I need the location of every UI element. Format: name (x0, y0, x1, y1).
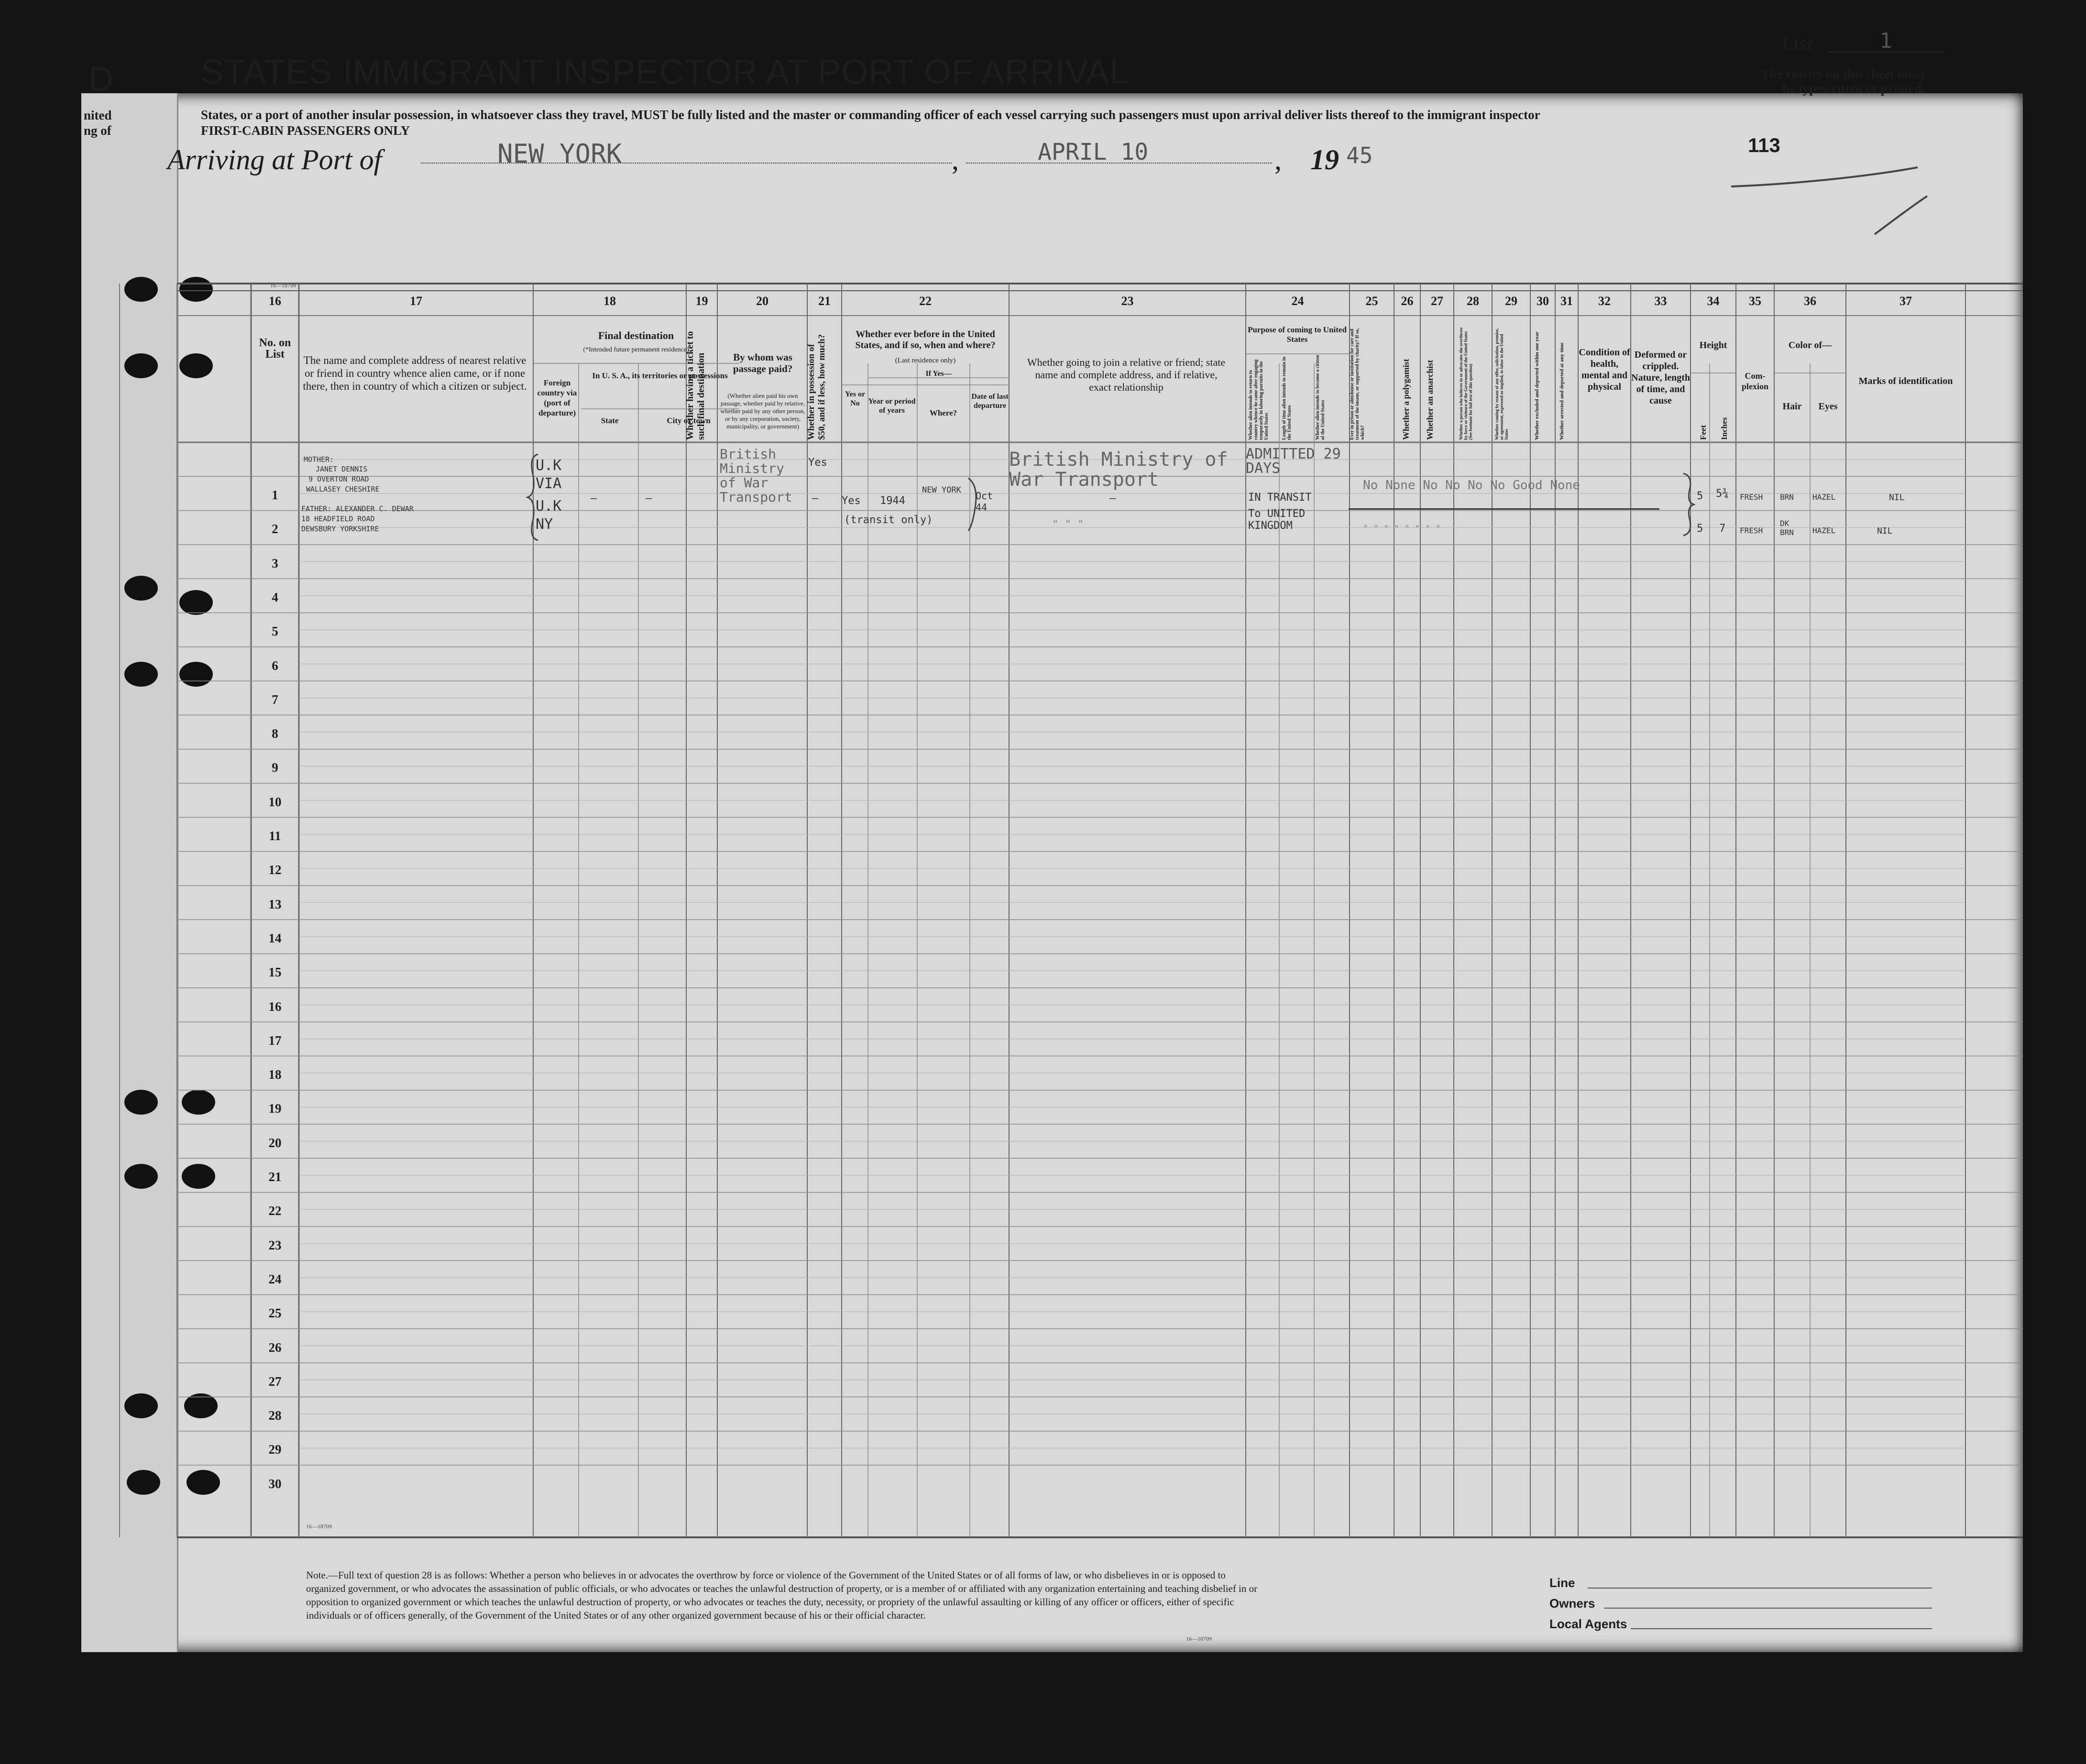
heading-purpose-citizen: Whether alien intends to become a citizen of the United States (1315, 355, 1326, 440)
column-number: 27 (1431, 294, 1443, 308)
column-number: 30 (1537, 294, 1549, 308)
left-page-text-fragment: nited ng of (84, 108, 112, 138)
column-number: 24 (1291, 294, 1304, 308)
list-label: List (1781, 32, 1813, 55)
row-number: 9 (272, 760, 278, 775)
form-number-top: 16—18709 (270, 282, 296, 289)
bracket-right (1681, 471, 1695, 538)
transit-strike-line (1349, 508, 1659, 510)
row1-join-relative: British Ministry of War Transport (1009, 449, 1228, 491)
date-value: APRIL 10 (1038, 139, 1149, 165)
heading-offer-labor: Whether coming by reason of any offer, solicitation, promise, or agreement, expressed or implied, to labor in the United States (1494, 328, 1509, 440)
row2-relative-line3: DEWSBURY YORKSHIRE (301, 525, 379, 533)
row1-relative-line1: MOTHER: (304, 455, 334, 464)
column-number: 31 (1560, 294, 1573, 308)
heading-feet: Feet (1699, 425, 1708, 440)
arriving-label: Arriving at Port of (167, 144, 382, 175)
row-number: 30 (268, 1476, 282, 1491)
owners-underline (1604, 1608, 1932, 1609)
row-number: 16 (268, 999, 282, 1014)
heading-polygamist: Whether a polygamist (1401, 359, 1411, 440)
heading-final-destination-note: (*Intended future permanent residence) (583, 346, 689, 353)
column-number: 19 (695, 294, 708, 308)
column-number: 33 (1654, 294, 1667, 308)
row-number: 3 (272, 556, 278, 570)
column-number: 26 (1401, 294, 1414, 308)
column-number: 23 (1121, 294, 1134, 308)
row2-eyes: HAZEL (1812, 526, 1836, 535)
heading-eyes: Eyes (1818, 401, 1838, 412)
row1-complexion: FRESH (1740, 493, 1763, 502)
row-number: 21 (268, 1170, 282, 1184)
heading-year-period: Year or period of years (868, 397, 916, 415)
row1-inches: 5¾ (1716, 488, 1729, 500)
row-number: 12 (268, 863, 282, 877)
row2-purpose: To UNITED KINGDOM (1248, 508, 1306, 532)
heading-ticket: Whether having a ticket to such final destination (685, 331, 706, 440)
local-agents-label: Local Agents (1549, 1617, 1627, 1631)
row-number: 19 (268, 1101, 282, 1116)
heading-deformed: Deformed or crippled. Nature, length of time, and cause (1631, 350, 1690, 406)
row1-passage-paid: British Ministry of War Transport (720, 446, 792, 505)
heading-prison: Ever in prison or almshouse or institution for care and treatment of the insane, or supported by charity? If so, which? (1350, 328, 1365, 440)
row1-ever-before: Yes (842, 495, 861, 507)
column-number: 36 (1804, 294, 1816, 308)
row1-relative-line4: WALLASEY CHESHIRE (306, 485, 380, 493)
date-comma: , (1274, 144, 1282, 175)
footnote-question-28: Note.—Full text of question 28 is as follows: Whether a person who believes in or advocates the overthrow by force or violence of the Government of the United States or of all forms of law, or who disbelieves in or is opposed to organized government, or who advocates the assassination of public officials, or who advocates or teaches the unlawful destruction of property, or is a member of or affiliated with any organization entertaining and teaching disbelief in or opposition to organized government or which teaches the unlawful destruction of property, or who advocates or teaches the duty, necessity, or propriety of the unlawful assaulting or killing of any officer or officers, either of specific individuals or of officers generally, of the Government of the United States or of any other organized government because of his or their official character. (306, 1569, 1258, 1621)
row1-join-dash: — (1109, 493, 1116, 504)
form-number-bottom: 16—18709 (1186, 1635, 1212, 1642)
row1-purpose: ADMITTED 29 DAYS (1246, 446, 1341, 477)
column-number: 25 (1365, 294, 1378, 308)
row2-inches: 7 (1719, 523, 1726, 535)
row-number: 15 (268, 965, 282, 980)
heading-in-usa: In U. S. A., its territories or possessions (592, 371, 728, 380)
column-number: 21 (818, 294, 831, 308)
row1-relative-line3: 9 OVERTON ROAD (308, 475, 369, 483)
row1-eyes: HAZEL (1812, 493, 1836, 502)
row-number: 4 (272, 590, 278, 604)
row2-foreign-country: U.K NY (536, 498, 562, 533)
row1-feet: 5 (1697, 490, 1703, 502)
row1-year: 1944 (880, 495, 905, 507)
heading-passage-paid: By whom was passage paid? (733, 351, 793, 374)
row-number: 17 (268, 1033, 282, 1048)
column-number: 22 (919, 294, 932, 308)
column-number: 28 (1467, 294, 1479, 308)
heading-arrested: Whether arrested and deported at any time (1559, 342, 1565, 440)
row-number: 24 (268, 1271, 282, 1286)
row2-complexion: FRESH (1740, 526, 1763, 535)
column-number: 32 (1598, 294, 1611, 308)
row-number: 2 (272, 522, 278, 537)
heading-health: Condition of health, mental and physical (1579, 347, 1630, 392)
row-number: 5 (272, 624, 278, 639)
row2-transit-only: (transit only) (844, 514, 933, 526)
heading-overthrow: Whether a person who believes in or advocates the overthrow by force or violence of the Government of the United States (See footnote for full text of this question) (1459, 327, 1473, 440)
heading-anarchist: Whether an anarchist (1425, 360, 1435, 440)
heading-nearest-relative: The name and complete address of nearest relative or friend in country whence alien came, or if none there, then in country of which a citizen or subject. (303, 354, 527, 392)
column-number: 35 (1749, 294, 1761, 308)
agents-underline (1631, 1628, 1932, 1629)
comma: , (952, 144, 959, 175)
sheet-number: 113 (1748, 134, 1780, 156)
page-title: STATES IMMIGRANT INSPECTOR AT PORT OF ARRIVAL (201, 53, 1130, 91)
heading-excluded: Whether excluded and deported within one year (1534, 331, 1540, 440)
heading-state: State (601, 416, 619, 425)
row2-hair: DK BRN (1780, 519, 1794, 537)
row-number: 27 (268, 1374, 282, 1389)
column-number: 37 (1899, 294, 1912, 308)
row1-foreign-country: U.K VIA (536, 457, 562, 492)
typewritten-note: The entries on this sheet must be typewritten or printed. (1761, 67, 1925, 96)
row-number: 7 (272, 692, 278, 707)
row-number: 11 (269, 829, 281, 843)
heading-color-of: Color of— (1788, 340, 1832, 351)
heading-foreign-country: Foreign country via (port of departure) (537, 378, 577, 417)
heading-ever-before-note: (Last residence only) (895, 357, 956, 364)
row-number: 26 (268, 1340, 282, 1355)
row1-purpose-transit: IN TRANSIT (1248, 492, 1312, 504)
row-number: 8 (272, 726, 278, 741)
row1-marks: NIL (1889, 493, 1905, 503)
row-number: 14 (268, 931, 282, 945)
heading-date-departure: Date of last departure (971, 393, 1009, 410)
heading-marks: Marks of identification (1858, 376, 1953, 386)
heading-no-on-list: No. on List (259, 337, 291, 361)
row1-answers: No None No No No No Good None (1363, 478, 1580, 493)
heading-where: Where? (929, 408, 957, 417)
heading-city: City or town (667, 416, 711, 425)
column-number: 18 (604, 294, 616, 308)
row2-relative-line1: FATHER: ALEXANDER C. DEWAR (301, 504, 414, 513)
heading-height: Height (1699, 340, 1727, 351)
row-number: 1 (272, 488, 278, 502)
row2-feet: 5 (1697, 523, 1703, 535)
port-value: NEW YORK (497, 139, 622, 169)
row1-state: — (591, 493, 597, 504)
year-suffix: 45 (1346, 142, 1373, 168)
row-number: 28 (268, 1408, 282, 1423)
row1-city: — (646, 493, 652, 504)
row-number: 20 (268, 1135, 282, 1150)
bracket-left (526, 452, 540, 543)
column-number: 29 (1505, 294, 1517, 308)
heading-purpose-return: Whether alien intends to return to country whence he came after engaging temporarily in laboring pursuits in the United States (1248, 359, 1269, 440)
row2-answers-ditto: " " " " " " " " (1363, 524, 1441, 534)
list-value: 1 (1879, 29, 1892, 53)
row1-hair: BRN (1780, 493, 1794, 502)
heading-possession-50: Whether in possession of $50, and if less, how much? (806, 334, 827, 440)
heading-purpose: Purpose of coming to United States (1248, 325, 1347, 344)
row1-relative-line2: JANET DENNIS (316, 465, 368, 473)
row-number: 10 (268, 794, 282, 809)
row-number: 25 (268, 1306, 282, 1321)
column-number: 20 (756, 294, 769, 308)
row-number: 29 (268, 1442, 282, 1457)
column-number: 17 (410, 294, 422, 308)
year-prefix: 19 (1310, 144, 1339, 175)
heading-inches: Inches (1720, 417, 1729, 440)
line-underline (1588, 1588, 1932, 1589)
heading-final-destination: Final destination (598, 329, 674, 341)
heading-passage-paid-note: (Whether alien paid his own passage, whether paid by relative, whether paid by any other person, or by any corporation, society, municipality, or government) (720, 392, 805, 430)
row2-marks: NIL (1877, 526, 1893, 536)
heading-complexion: Com-plexion (1741, 371, 1768, 391)
column-number: 16 (269, 294, 281, 308)
row1-date-departure: Oct 44 (976, 490, 993, 513)
line-label: Line (1549, 1576, 1575, 1590)
row1-possession: Yes (808, 457, 827, 469)
left-page-title-fragment: D (88, 60, 113, 99)
row-number: 23 (268, 1238, 282, 1252)
owners-label: Owners (1549, 1596, 1595, 1611)
row-number: 6 (272, 658, 278, 673)
heading-yes-no: Yes or No (845, 390, 866, 407)
heading-purpose-length: Length of time alien intends to remain in the United States (1282, 357, 1292, 440)
heading-ever-before: Whether ever before in the United States, and if so, when and where? (855, 329, 996, 351)
heading-join-relative: Whether going to join a relative or friend; state name and complete address, and if relative, exact relationship (1027, 356, 1226, 393)
row2-join-ditto: " " " (1052, 519, 1084, 531)
cabin-class-label: FIRST-CABIN PASSENGERS ONLY (201, 123, 410, 138)
bracket-date (966, 476, 980, 533)
page-subtitle: States, or a port of another insular possession, in whatsoever class they travel, MUST be fully listed and the master or commanding officer of each vessel carrying such passengers must upon arrival deliver lists thereof to the immigrant inspector (201, 108, 1540, 122)
row2-relative-line2: 18 HEADFIELD ROAD (301, 515, 375, 523)
heading-if-yes: If Yes— (925, 370, 952, 378)
form-number-bottom-left: 16—18709 (306, 1523, 332, 1530)
heading-hair: Hair (1782, 401, 1802, 412)
column-number: 34 (1707, 294, 1720, 308)
row1-possession-dash: — (812, 493, 819, 504)
row-number: 18 (268, 1067, 282, 1082)
row-number: 22 (268, 1204, 282, 1218)
row1-where: NEW YORK (922, 485, 961, 495)
row-number: 13 (268, 897, 282, 911)
